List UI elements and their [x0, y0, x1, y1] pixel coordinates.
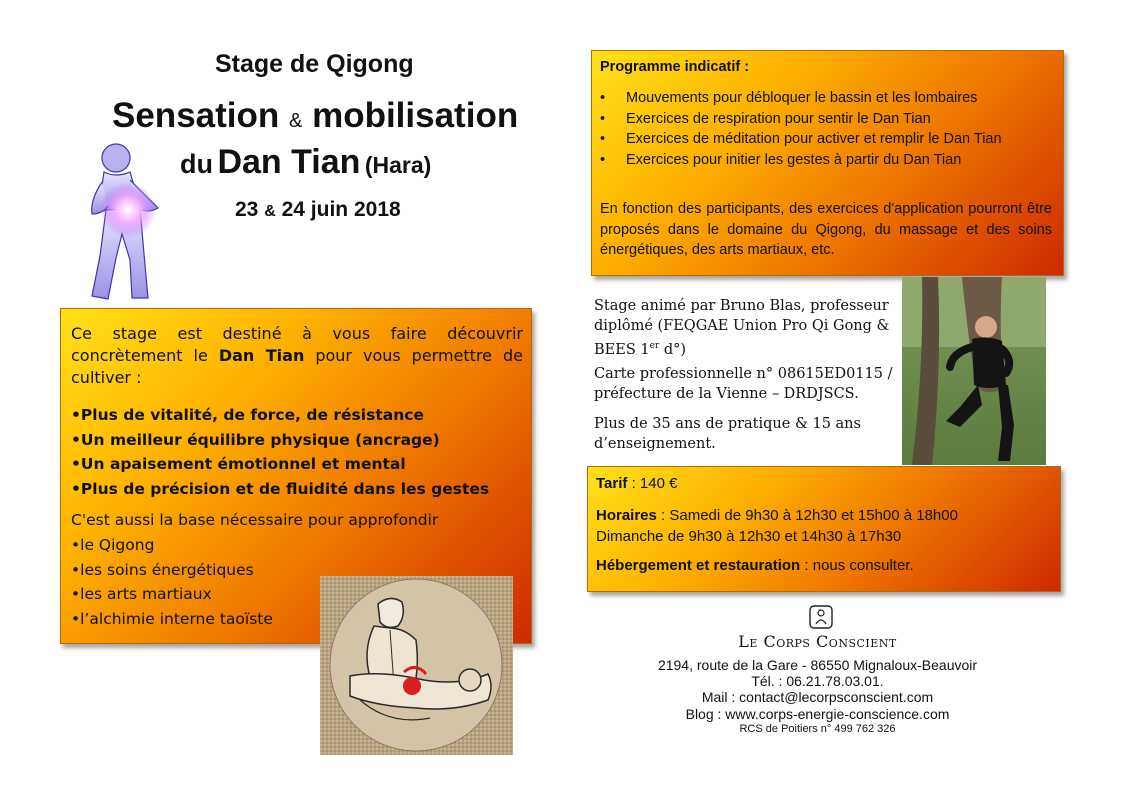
programme-heading: Programme indicatif :	[600, 59, 750, 75]
list-item: • Exercices de respiration pour sentir le Dan Tian	[600, 109, 1055, 130]
date-day-1: 23	[235, 198, 259, 221]
intro-dan-tian: Dan Tian	[218, 346, 305, 365]
title-hara: (Hara)	[364, 152, 432, 178]
list-item: • les soins énergétiques	[71, 558, 273, 583]
date-day-2: 24 juin 2018	[281, 198, 401, 221]
event-dates	[235, 198, 401, 222]
instructor-bio	[594, 296, 904, 360]
list-item: • les arts martiaux	[71, 582, 273, 607]
hebergement-value: : nous consulter.	[800, 557, 914, 574]
tarif-value: : 140 €	[627, 475, 678, 492]
tarif-label: Tarif	[596, 475, 628, 492]
blog-link[interactable]: Blog : www.corps-energie-conscience.com	[685, 706, 950, 722]
list-item: • Plus de précision et de fluidité dans les gestes	[71, 477, 489, 502]
title-line-2	[180, 143, 431, 182]
list-item: • Exercices de méditation pour activer et remplir le Dan Tian	[600, 129, 1055, 150]
programme-paragraph: En fonction des participants, des exercices d'application pourront être proposés dans le domaine du Qigong, du massage et des soins énergétiques, des arts martiaux, etc.	[600, 201, 1052, 258]
list-item: • l’alchimie interne taoïste	[71, 607, 273, 632]
horaires-label: Horaires	[596, 507, 657, 524]
tarif-line	[596, 475, 677, 492]
tarif-box	[587, 466, 1061, 592]
experience-text: Plus de 35 ans de pratique & 15 ans d’enseignement.	[594, 416, 861, 452]
bio-superscript: er	[649, 341, 660, 351]
intro-text-end: pour vous permettre de cultiver :	[71, 346, 524, 387]
lecorpsconscient-logo-icon	[808, 604, 834, 630]
date-ampersand: &	[264, 203, 276, 220]
list-item: • le Qigong	[71, 533, 273, 558]
instructor-photo	[902, 277, 1046, 465]
horaires-sunday: Dimanche de 9h30 à 12h30 et 14h30 à 17h30	[596, 528, 902, 545]
list-item: • Mouvements pour débloquer le bassin et les lombaires	[600, 88, 1055, 109]
subtitle: Stage de Qigong	[215, 50, 414, 78]
acupuncture-illustration	[320, 576, 513, 755]
horaires-saturday: : Samedi de 9h30 à 12h30 et 15h00 à 18h00	[656, 507, 958, 524]
rcs-number: RCS de Poitiers n° 499 762 326	[739, 723, 896, 735]
title-word-du: du	[180, 149, 213, 179]
list-item: • Plus de vitalité, de force, de résistance	[71, 403, 489, 428]
professional-card: Carte professionnelle n° 08615ED0115 / préfecture de la Vienne – DRDJSCS.	[594, 366, 893, 402]
horaires-line	[596, 507, 958, 524]
qigong-figure-illustration	[78, 136, 183, 308]
email-link[interactable]: Mail : contact@lecorpsconscient.com	[701, 689, 934, 705]
programme-list	[600, 88, 1055, 170]
deepen-list	[71, 533, 273, 631]
address: 2194, route de la Gare - 86550 Mignaloux-Beauvoir	[657, 657, 978, 673]
bio-text-end: d°)	[659, 341, 687, 358]
benefits-list	[71, 403, 489, 501]
title-word-mobilisation: mobilisation	[312, 96, 519, 135]
programme-box	[591, 50, 1064, 276]
title-line-1	[112, 96, 518, 136]
intro-text-start: Ce stage est destiné à vous faire découvrir concrètement le	[71, 324, 523, 365]
list-item: • Un meilleur équilibre physique (ancrage)	[71, 428, 489, 453]
intro-paragraph	[71, 323, 523, 389]
brand-name: Le Corps Conscient	[738, 632, 897, 651]
hebergement-label: Hébergement et restauration	[596, 557, 801, 574]
list-item: • Exercices pour initier les gestes à partir du Dan Tian	[600, 150, 1055, 171]
also-text: C'est aussi la base nécessaire pour approfondir	[71, 511, 439, 529]
phone[interactable]: Tél. : 06.21.78.03.01.	[751, 673, 884, 689]
list-item: • Un apaisement émotionnel et mental	[71, 452, 489, 477]
hebergement-line	[596, 557, 914, 574]
bio-text: Stage animé par Bruno Blas, professeur diplômé (FEQGAE Union Pro Qi Gong & BEES 1	[594, 298, 890, 358]
title-dan-tian: Dan Tian	[217, 143, 361, 181]
title-ampersand: &	[289, 110, 303, 132]
title-word-sensation: Sensation	[112, 96, 280, 135]
